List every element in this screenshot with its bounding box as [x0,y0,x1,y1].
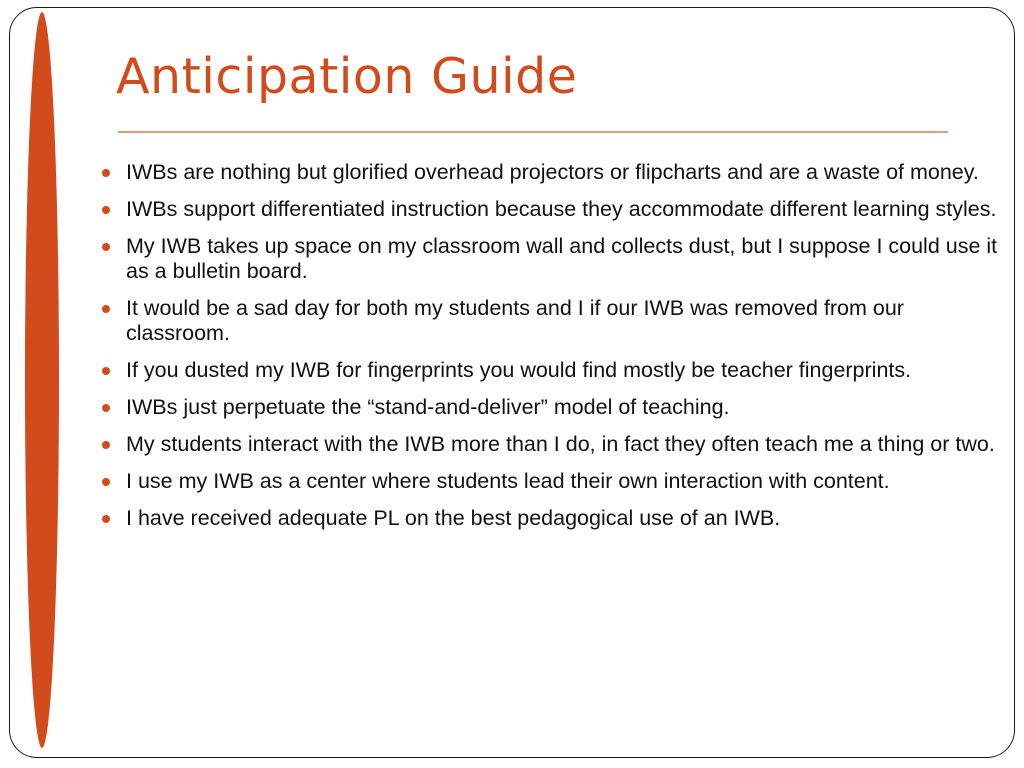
bullet-text: I have received adequate PL on the best pedagogical use of an IWB. [126,506,781,530]
bullet-text: IWBs are nothing but glorified overhead projectors or flipcharts and are a waste of money. [126,160,979,184]
bullet-dot-icon [102,305,110,313]
bullet-text: I use my IWB as a center where students lead their own interaction with content. [126,469,890,493]
bullet-dot-icon [102,367,110,375]
title-divider [118,131,948,133]
bullet-item [102,234,1002,284]
bullet-item [102,469,1002,494]
slide-title: Anticipation Guide [116,48,578,105]
bullet-text: It would be a sad day for both my students and I if our IWB was removed from our classroom. [126,296,904,345]
bullet-text: My IWB takes up space on my classroom wall and collects dust, but I suppose I could use it as a bulletin board. [126,234,998,283]
bullet-dot-icon [102,478,110,486]
bullet-text: IWBs support differentiated instruction because they accommodate different learning styles. [126,197,997,221]
bullet-text: IWBs just perpetuate the “stand-and-deliver” model of teaching. [126,395,730,419]
bullet-item [102,432,1002,457]
bullet-dot-icon [102,515,110,523]
bullet-item [102,358,1002,383]
bullet-dot-icon [102,206,110,214]
bullet-dot-icon [102,441,110,449]
bullet-item [102,296,1002,346]
bullet-dot-icon [102,404,110,412]
bullet-item [102,160,1002,185]
bullet-item [102,395,1002,420]
bullet-dot-icon [102,169,110,177]
bullet-list [102,160,1002,543]
bullet-text: If you dusted my IWB for fingerprints you would find mostly be teacher fingerprints. [126,358,912,382]
bullet-item [102,197,1002,222]
bullet-text: My students interact with the IWB more than I do, in fact they often teach me a thing or two. [126,432,995,456]
bullet-item [102,506,1002,531]
bullet-dot-icon [102,243,110,251]
accent-bar [25,12,59,748]
